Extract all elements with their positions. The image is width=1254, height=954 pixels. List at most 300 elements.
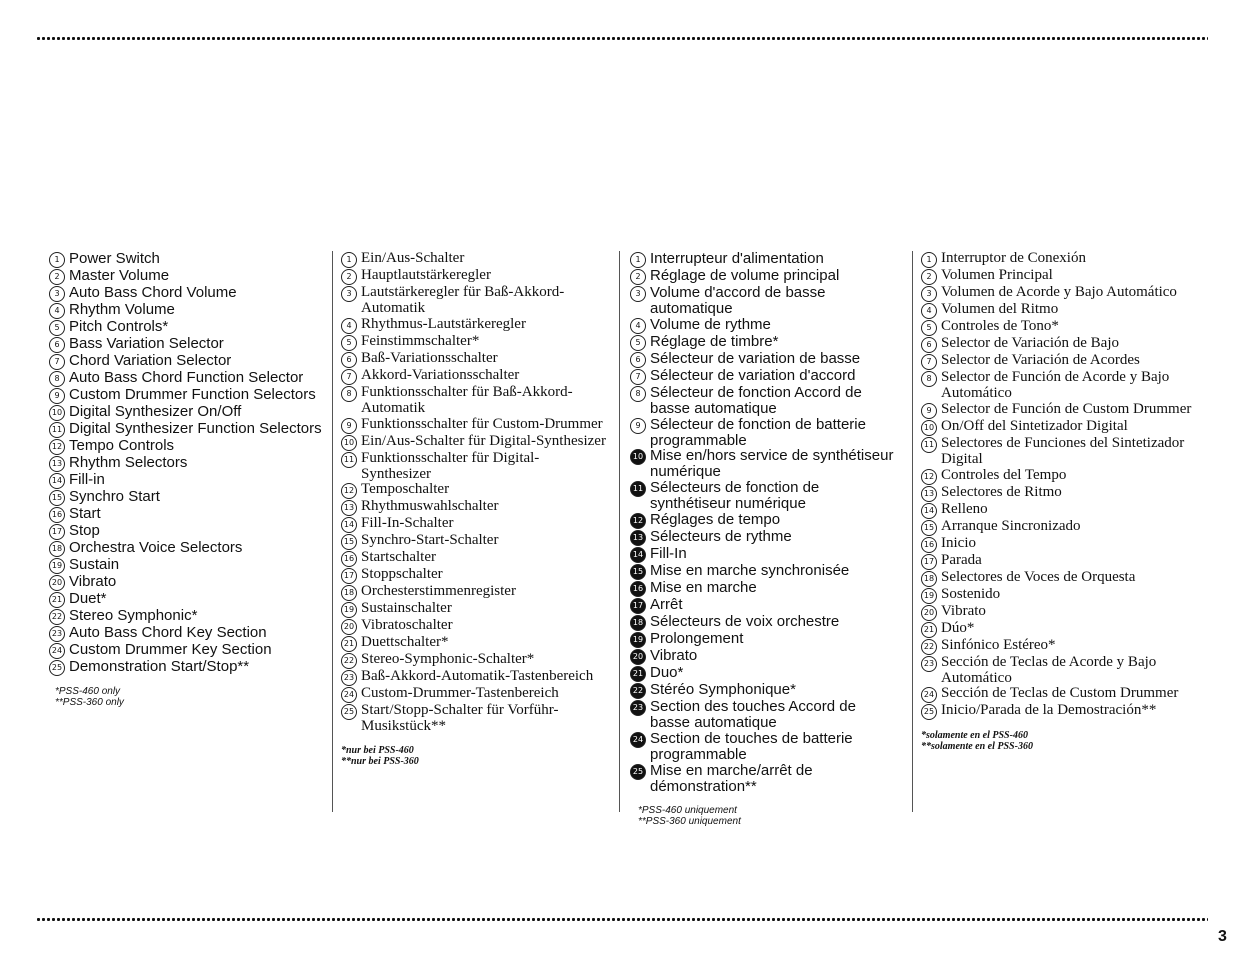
- french-item-label: Sélecteurs de voix orchestre: [650, 613, 840, 631]
- french-item-label: Interrupteur d'alimentation: [650, 250, 824, 267]
- french-item-label: Stéréo Symphonique*: [650, 681, 796, 699]
- german-list-item: [341, 652, 609, 669]
- german-list-item: [341, 686, 609, 703]
- circled-number-icon: 1: [630, 252, 646, 268]
- spanish-item-label: Volumen del Ritmo: [941, 301, 1059, 317]
- german-item-label: Rhythmus-Lautstärkeregler: [361, 315, 526, 332]
- english-list-item: [49, 285, 324, 302]
- french-item-label: Duo*: [650, 664, 684, 682]
- french-list-item: [630, 351, 898, 368]
- circled-number-icon: 17: [341, 568, 357, 584]
- circled-number-icon: 1: [341, 252, 357, 268]
- english-item-label: Digital Synthesizer Function Selectors: [69, 420, 322, 437]
- circled-number-icon: 11: [630, 481, 646, 497]
- spanish-item-label: Inicio: [941, 534, 976, 551]
- english-list-item: [49, 659, 324, 676]
- spanish-item-label: Selectores de Funciones del Sintetizador Digital: [941, 434, 1185, 467]
- circled-number-icon: 21: [49, 592, 65, 608]
- english-item-label: Master Volume: [69, 267, 170, 284]
- spanish-item-label: Arranque Sincronizado: [941, 517, 1081, 534]
- german-item-list: [341, 251, 609, 735]
- circled-number-icon: 4: [341, 318, 357, 334]
- circled-number-icon: 2: [341, 269, 357, 285]
- circled-number-icon: 24: [630, 732, 646, 748]
- english-item-label: Sustain: [69, 556, 120, 573]
- french-item-label: Mise en/hors service de synthétiseur numérique: [650, 447, 894, 481]
- french-item-label: Mise en marche/arrêt de démonstration**: [650, 761, 813, 795]
- circled-number-icon: 3: [49, 286, 65, 302]
- german-list-item: [341, 368, 609, 385]
- french-list-item: [630, 682, 898, 699]
- circled-number-icon: 18: [630, 615, 646, 631]
- circled-number-icon: 8: [921, 371, 937, 387]
- german-item-label: Lautstärkeregler für Baß-Akkord-Automatik: [361, 284, 565, 316]
- circled-number-icon: 11: [921, 437, 937, 453]
- french-item-label: Sélecteurs de rythme: [650, 528, 792, 546]
- english-item-label: Power Switch: [69, 250, 160, 267]
- german-item-label: Funktionsschalter für Baß-Akkord-Automatik: [361, 383, 573, 416]
- circled-number-icon: 19: [49, 558, 65, 574]
- english-item-list: [49, 251, 324, 676]
- english-item-label: Demonstration Start/Stop**: [69, 658, 250, 675]
- spanish-list-item: [921, 251, 1201, 268]
- spanish-item-label: Interruptor de Conexión: [941, 250, 1086, 266]
- circled-number-icon: 14: [630, 547, 646, 563]
- spanish-item-label: Selector de Función de Acorde y Bajo Automático: [941, 369, 1170, 401]
- english-list-item: [49, 251, 324, 268]
- spanish-column: [921, 251, 1201, 752]
- circled-number-icon: 21: [341, 636, 357, 652]
- circled-number-icon: 20: [921, 605, 937, 621]
- german-list-item: [341, 533, 609, 550]
- french-list-item: [630, 763, 898, 795]
- circled-number-icon: 8: [341, 386, 357, 402]
- french-item-label: Vibrato: [650, 647, 698, 665]
- french-footnote: *PSS-460 uniquement: [638, 804, 737, 816]
- circled-number-icon: 12: [630, 513, 646, 529]
- german-item-label: Rhythmuswahlschalter: [361, 498, 499, 515]
- german-item-label: Funktionsschalter für Digital-Synthesizer: [361, 449, 540, 482]
- french-list-item: [630, 385, 898, 417]
- circled-number-icon: 19: [921, 588, 937, 604]
- circled-number-icon: 15: [49, 490, 65, 506]
- german-item-label: Hauptlautstärkeregler: [361, 267, 491, 283]
- english-list-item: [49, 591, 324, 608]
- circled-number-icon: 23: [49, 626, 65, 642]
- circled-number-icon: 1: [49, 252, 65, 268]
- circled-number-icon: 17: [921, 554, 937, 570]
- spanish-list-item: [921, 402, 1201, 419]
- german-list-item: [341, 584, 609, 601]
- circled-number-icon: 19: [630, 632, 646, 648]
- circled-number-icon: 9: [341, 418, 357, 434]
- english-item-label: Custom Drummer Function Selectors: [69, 386, 316, 403]
- english-list-item: [49, 642, 324, 659]
- french-column: [630, 251, 898, 827]
- circled-number-icon: 3: [921, 286, 937, 302]
- circled-number-icon: 2: [630, 269, 646, 285]
- german-item-label: Custom-Drummer-Tastenbereich: [361, 685, 559, 702]
- english-item-label: Vibrato: [69, 573, 117, 590]
- english-item-label: Stop: [69, 522, 100, 539]
- circled-number-icon: 17: [49, 524, 65, 540]
- spanish-list-item: [921, 604, 1201, 621]
- circled-number-icon: 18: [341, 585, 357, 601]
- spanish-list-item: [921, 485, 1201, 502]
- circled-number-icon: 5: [341, 335, 357, 351]
- spanish-footnotes: [921, 730, 1201, 752]
- french-item-label: Réglage de volume principal: [650, 267, 840, 284]
- english-item-label: Pitch Controls*: [69, 318, 169, 335]
- circled-number-icon: 25: [49, 660, 65, 676]
- circled-number-icon: 7: [341, 369, 357, 385]
- french-item-label: Sélecteur de fonction Accord de basse automatique: [650, 383, 862, 417]
- german-list-item: [341, 451, 609, 483]
- spanish-item-label: Selector de Variación de Bajo: [941, 335, 1119, 351]
- german-item-label: Vibratoschalter: [361, 617, 453, 634]
- circled-number-icon: 10: [341, 435, 357, 451]
- spanish-item-label: Parada: [941, 551, 982, 568]
- circled-number-icon: 15: [630, 564, 646, 580]
- spanish-list-item: [921, 536, 1201, 553]
- circled-number-icon: 25: [341, 704, 357, 720]
- french-item-label: Fill-In: [650, 545, 687, 563]
- german-item-label: Ein/Aus-Schalter: [361, 250, 465, 266]
- english-item-label: Rhythm Volume: [69, 301, 175, 318]
- english-item-label: Custom Drummer Key Section: [69, 641, 272, 658]
- circled-number-icon: 22: [921, 639, 937, 655]
- circled-number-icon: 4: [921, 303, 937, 319]
- english-item-label: Tempo Controls: [69, 437, 175, 454]
- english-list-item: [49, 625, 324, 642]
- spanish-list-item: [921, 502, 1201, 519]
- spanish-footnote: *solamente en el PSS-460: [921, 730, 1028, 742]
- french-list-item: [630, 563, 898, 580]
- circled-number-icon: 20: [49, 575, 65, 591]
- english-list-item: [49, 421, 324, 438]
- spanish-item-label: Vibrato: [941, 602, 986, 619]
- circled-number-icon: 22: [341, 653, 357, 669]
- french-item-label: Section des touches Accord de basse automatique: [650, 698, 856, 731]
- english-item-label: Auto Bass Chord Function Selector: [69, 369, 304, 386]
- circled-number-icon: 8: [49, 371, 65, 387]
- spanish-item-label: Sostenido: [941, 585, 1001, 602]
- french-list-item: [630, 251, 898, 268]
- spanish-item-label: Dúo*: [941, 619, 975, 636]
- circled-number-icon: 5: [49, 320, 65, 336]
- circled-number-icon: 7: [49, 354, 65, 370]
- english-footnote: **PSS-360 only: [55, 697, 124, 708]
- circled-number-icon: 18: [921, 571, 937, 587]
- german-list-item: [341, 285, 609, 317]
- spanish-list-item: [921, 370, 1201, 402]
- circled-number-icon: 12: [921, 469, 937, 485]
- circled-number-icon: 11: [341, 452, 357, 468]
- spanish-list-item: [921, 655, 1201, 687]
- english-list-item: [49, 540, 324, 557]
- french-item-label: Mise en marche synchronisée: [650, 562, 850, 580]
- french-list-item: [630, 614, 898, 631]
- spanish-item-label: Volumen de Acorde y Bajo Automático: [941, 284, 1177, 300]
- spanish-list-item: [921, 419, 1201, 436]
- english-item-label: Synchro Start: [69, 488, 160, 505]
- spanish-item-label: Volumen Principal: [941, 267, 1053, 283]
- column-divider: [912, 251, 913, 812]
- french-item-list: [630, 251, 898, 795]
- circled-number-icon: 8: [630, 386, 646, 402]
- spanish-item-label: Selector de Variación de Acordes: [941, 352, 1140, 368]
- german-item-label: Temposchalter: [361, 481, 450, 498]
- spanish-list-item: [921, 638, 1201, 655]
- english-list-item: [49, 302, 324, 319]
- german-list-item: [341, 482, 609, 499]
- english-list-item: [49, 353, 324, 370]
- german-list-item: [341, 669, 609, 686]
- circled-number-icon: 23: [921, 656, 937, 672]
- german-list-item: [341, 417, 609, 434]
- english-item-label: Fill-in: [69, 471, 105, 488]
- german-list-item: [341, 334, 609, 351]
- circled-number-icon: 24: [49, 643, 65, 659]
- german-item-label: Startschalter: [361, 549, 436, 566]
- german-item-label: Start/Stopp-Schalter für Vorführ-Musikstück**: [361, 702, 559, 735]
- circled-number-icon: 12: [341, 483, 357, 499]
- spanish-item-label: Selectores de Ritmo: [941, 483, 1062, 500]
- english-item-label: Start: [69, 505, 101, 522]
- spanish-footnote: **solamente en el PSS-360: [921, 741, 1033, 753]
- german-footnotes: [341, 745, 609, 767]
- spanish-list-item: [921, 686, 1201, 703]
- french-list-item: [630, 268, 898, 285]
- circled-number-icon: 10: [921, 420, 937, 436]
- french-list-item: [630, 631, 898, 648]
- english-list-item: [49, 438, 324, 455]
- spanish-item-label: On/Off del Sintetizador Digital: [941, 417, 1128, 434]
- german-list-item: [341, 567, 609, 584]
- english-footnotes: [55, 686, 324, 708]
- german-item-label: Orchesterstimmenregister: [361, 583, 516, 600]
- french-list-item: [630, 480, 898, 512]
- german-item-label: Ein/Aus-Schalter für Digital-Synthesizer: [361, 432, 606, 449]
- english-item-label: Auto Bass Chord Key Section: [69, 624, 267, 641]
- spanish-item-label: Selectores de Voces de Orquesta: [941, 568, 1136, 585]
- spanish-item-list: [921, 251, 1201, 720]
- circled-number-icon: 14: [49, 473, 65, 489]
- spanish-list-item: [921, 302, 1201, 319]
- german-footnote: *nur bei PSS-460: [341, 745, 414, 757]
- column-divider: [619, 251, 620, 812]
- circled-number-icon: 22: [49, 609, 65, 625]
- german-list-item: [341, 434, 609, 451]
- french-list-item: [630, 334, 898, 351]
- english-list-item: [49, 489, 324, 506]
- french-list-item: [630, 417, 898, 449]
- german-item-label: Synchro-Start-Schalter: [361, 532, 499, 549]
- circled-number-icon: 18: [49, 541, 65, 557]
- spanish-list-item: [921, 570, 1201, 587]
- spanish-list-item: [921, 336, 1201, 353]
- circled-number-icon: 5: [630, 335, 646, 351]
- english-column: [49, 251, 324, 708]
- circled-number-icon: 17: [630, 598, 646, 614]
- circled-number-icon: 16: [49, 507, 65, 523]
- german-footnote: **nur bei PSS-360: [341, 756, 419, 768]
- german-list-item: [341, 516, 609, 533]
- spanish-item-label: Sección de Teclas de Acorde y Bajo Automático: [941, 653, 1157, 686]
- german-list-item: [341, 635, 609, 652]
- spanish-item-label: Relleno: [941, 500, 988, 517]
- french-list-item: [630, 317, 898, 334]
- circled-number-icon: 12: [49, 439, 65, 455]
- french-list-item: [630, 546, 898, 563]
- english-list-item: [49, 336, 324, 353]
- french-item-label: Section de touches de batterie programmable: [650, 729, 853, 763]
- circled-number-icon: 19: [341, 602, 357, 618]
- spanish-list-item: [921, 436, 1201, 468]
- circled-number-icon: 13: [630, 530, 646, 546]
- german-list-item: [341, 601, 609, 618]
- circled-number-icon: 15: [921, 520, 937, 536]
- spanish-list-item: [921, 468, 1201, 485]
- french-item-label: Arrêt: [650, 596, 683, 614]
- spanish-list-item: [921, 519, 1201, 536]
- german-list-item: [341, 618, 609, 635]
- circled-number-icon: 1: [921, 252, 937, 268]
- english-item-label: Orchestra Voice Selectors: [69, 539, 243, 556]
- spanish-item-label: Selector de Función de Custom Drummer: [941, 400, 1192, 417]
- spanish-list-item: [921, 268, 1201, 285]
- french-list-item: [630, 699, 898, 731]
- circled-number-icon: 16: [341, 551, 357, 567]
- english-footnote: *PSS-460 only: [55, 686, 121, 697]
- german-item-label: Baß-Akkord-Automatik-Tastenbereich: [361, 668, 594, 685]
- french-list-item: [630, 648, 898, 665]
- circled-number-icon: 4: [630, 318, 646, 334]
- french-list-item: [630, 665, 898, 682]
- french-item-label: Réglages de tempo: [650, 511, 781, 529]
- french-item-label: Prolongement: [650, 630, 744, 648]
- spanish-item-label: Inicio/Parada de la Demostración**: [941, 702, 1157, 719]
- german-item-label: Fill-In-Schalter: [361, 515, 454, 532]
- english-list-item: [49, 523, 324, 540]
- english-list-item: [49, 557, 324, 574]
- english-item-label: Digital Synthesizer On/Off: [69, 403, 242, 420]
- circled-number-icon: 24: [341, 687, 357, 703]
- circled-number-icon: 11: [49, 422, 65, 438]
- spanish-list-item: [921, 587, 1201, 604]
- french-footnote: **PSS-360 uniquement: [638, 815, 741, 827]
- french-item-label: Volume d'accord de basse automatique: [650, 284, 826, 317]
- english-list-item: [49, 455, 324, 472]
- french-list-item: [630, 580, 898, 597]
- spanish-list-item: [921, 703, 1201, 720]
- german-item-label: Funktionsschalter für Custom-Drummer: [361, 415, 603, 432]
- circled-number-icon: 9: [630, 418, 646, 434]
- german-list-item: [341, 268, 609, 285]
- french-list-item: [630, 448, 898, 480]
- circled-number-icon: 13: [49, 456, 65, 472]
- english-list-item: [49, 387, 324, 404]
- german-column: [341, 251, 609, 767]
- circled-number-icon: 7: [921, 354, 937, 370]
- english-list-item: [49, 370, 324, 387]
- english-list-item: [49, 472, 324, 489]
- german-list-item: [341, 550, 609, 567]
- circled-number-icon: 13: [341, 500, 357, 516]
- english-list-item: [49, 404, 324, 421]
- french-list-item: [630, 597, 898, 614]
- circled-number-icon: 3: [341, 286, 357, 302]
- circled-number-icon: 10: [630, 449, 646, 465]
- bottom-dotted-rule: [36, 917, 1208, 922]
- circled-number-icon: 6: [49, 337, 65, 353]
- french-item-label: Volume de rythme: [650, 315, 771, 333]
- circled-number-icon: 4: [49, 303, 65, 319]
- circled-number-icon: 14: [921, 503, 937, 519]
- circled-number-icon: 16: [630, 581, 646, 597]
- circled-number-icon: 3: [630, 286, 646, 302]
- english-item-label: Stereo Symphonic*: [69, 607, 198, 624]
- german-item-label: Stoppschalter: [361, 566, 443, 583]
- german-item-label: Baß-Variationsschalter: [361, 349, 498, 366]
- circled-number-icon: 20: [630, 649, 646, 665]
- english-item-label: Rhythm Selectors: [69, 454, 188, 471]
- french-item-label: Réglage de timbre*: [650, 332, 779, 350]
- french-item-label: Sélecteur de variation d'accord: [650, 366, 856, 384]
- german-list-item: [341, 499, 609, 516]
- english-list-item: [49, 608, 324, 625]
- french-item-label: Sélecteur de fonction de batterie programmable: [650, 415, 866, 449]
- top-dotted-rule: [36, 36, 1208, 41]
- english-item-label: Auto Bass Chord Volume: [69, 284, 237, 301]
- french-list-item: [630, 285, 898, 317]
- english-item-label: Bass Variation Selector: [69, 335, 224, 352]
- circled-number-icon: 6: [921, 337, 937, 353]
- circled-number-icon: 22: [630, 683, 646, 699]
- german-item-label: Stereo-Symphonic-Schalter*: [361, 651, 535, 668]
- french-item-label: Sélecteur de variation de basse: [650, 349, 861, 367]
- german-list-item: [341, 385, 609, 417]
- circled-number-icon: 7: [630, 369, 646, 385]
- spanish-item-label: Controles del Tempo: [941, 466, 1067, 483]
- spanish-list-item: [921, 553, 1201, 570]
- spanish-list-item: [921, 285, 1201, 302]
- circled-number-icon: 5: [921, 320, 937, 336]
- circled-number-icon: 2: [49, 269, 65, 285]
- circled-number-icon: 25: [630, 764, 646, 780]
- german-item-label: Duettschalter*: [361, 634, 449, 651]
- german-list-item: [341, 251, 609, 268]
- spanish-list-item: [921, 621, 1201, 638]
- column-divider: [332, 251, 333, 812]
- french-list-item: [630, 368, 898, 385]
- circled-number-icon: 16: [921, 537, 937, 553]
- french-list-item: [630, 512, 898, 529]
- spanish-list-item: [921, 353, 1201, 370]
- spanish-item-label: Sección de Teclas de Custom Drummer: [941, 685, 1179, 702]
- spanish-item-label: Sinfónico Estéreo*: [941, 636, 1056, 653]
- circled-number-icon: 2: [921, 269, 937, 285]
- german-list-item: [341, 317, 609, 334]
- circled-number-icon: 25: [921, 704, 937, 720]
- french-list-item: [630, 731, 898, 763]
- circled-number-icon: 21: [921, 622, 937, 638]
- circled-number-icon: 23: [341, 670, 357, 686]
- page-number: 3: [1218, 928, 1227, 945]
- circled-number-icon: 6: [341, 352, 357, 368]
- english-list-item: [49, 319, 324, 336]
- english-list-item: [49, 574, 324, 591]
